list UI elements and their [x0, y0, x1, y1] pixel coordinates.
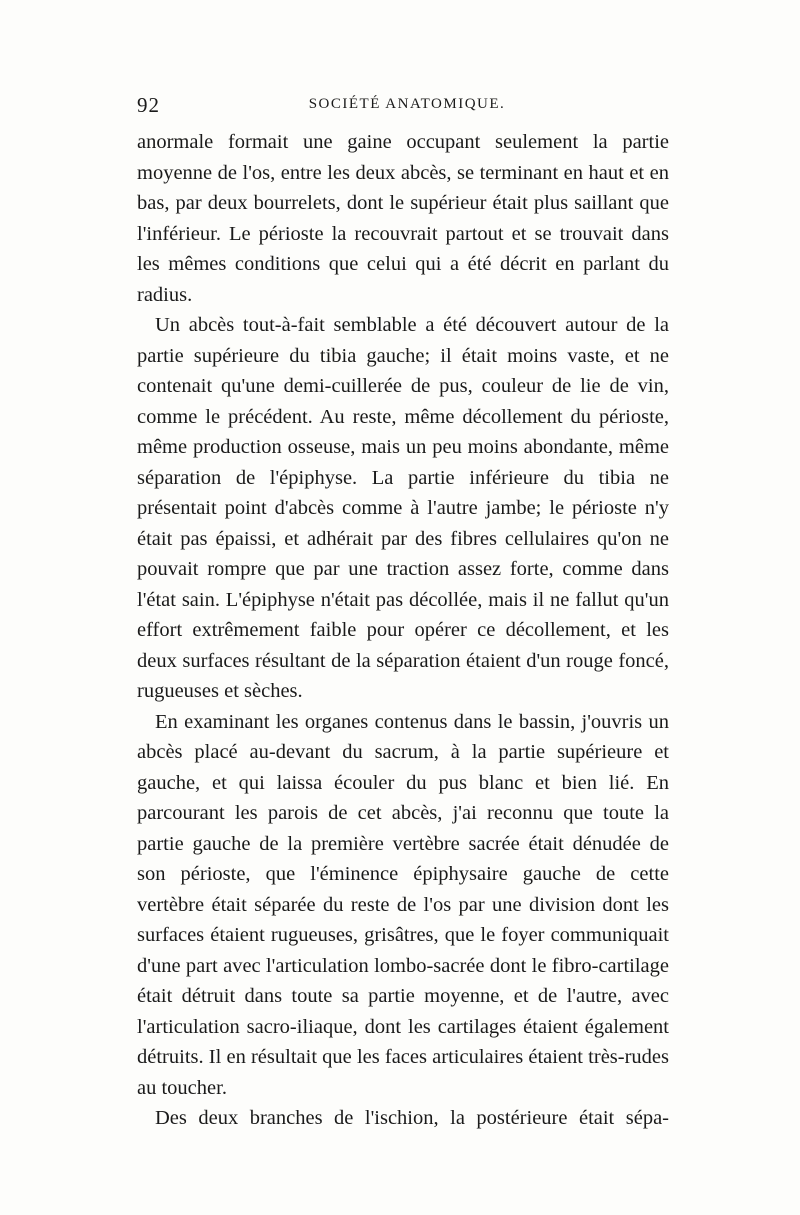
body-text [137, 127, 669, 1134]
paragraph-3: En examinant les organes contenus dans le bassin, j'ouvris un abcès placé au-devant du sacrum, à la partie supérieure et gauche, et qui laissa écouler du pus blanc et bien lié. En parcourant les parois de cet abcès, j'ai reconnu que toute la partie gauche de la première vertèbre sacrée était dénudée de son périoste, que l'éminence épiphysaire gauche de cette vertèbre était séparée du reste de l'os par une division dont les surfaces étaient rugueuses, grisâtres, que le foyer communiquait d'une part avec l'articulation lombo-sacrée dont le fibro-cartilage était détruit dans toute sa partie moyenne, et de l'autre, avec l'articulation sacro-iliaque, dont les cartilages étaient également détruits. Il en résultait que les faces articulaires étaient très-rudes au toucher. [137, 710, 669, 1099]
running-head [137, 93, 677, 119]
running-title: SOCIÉTÉ ANATOMIQUE. [308, 96, 506, 112]
paragraph-2: Un abcès tout-à-fait semblable a été découvert autour de la partie supérieure du tibia gauche; il était moins vaste, et ne contenait qu'une demi-cuillerée de pus, couleur de lie de vin, comme le précédent. Au reste, même décollement du périoste, même production osseuse, mais un peu moins abondante, même séparation de l'épiphyse. La partie inférieure du tibia ne présentait point d'abcès comme à l'autre jambe; le périoste n'y était pas épaissi, et adhérait par des fibres cellulaires qu'on ne pouvait rompre que par une traction assez forte, comme dans l'état sain. L'épiphyse n'était pas décollée, mais il ne fallut qu'un effort extrêmement faible pour opérer ce décollement, et les deux surfaces résultant de la séparation étaient d'un rouge foncé, rugueuses et sèches. [137, 314, 669, 702]
page-number: 92 [137, 93, 160, 117]
paragraph-4: Des deux branches de l'ischion, la postérieure était sépa- [155, 1107, 669, 1129]
paragraph-1: anormale formait une gaine occupant seulement la partie moyenne de l'os, entre les deux abcès, se terminant en haut et en bas, par deux bourrelets, dont le supérieur était plus saillant que l'inférieur. Le périoste la recouvrait partout et se trouvait dans les mêmes conditions que celui qui a été décrit en parlant du radius. [137, 131, 669, 306]
